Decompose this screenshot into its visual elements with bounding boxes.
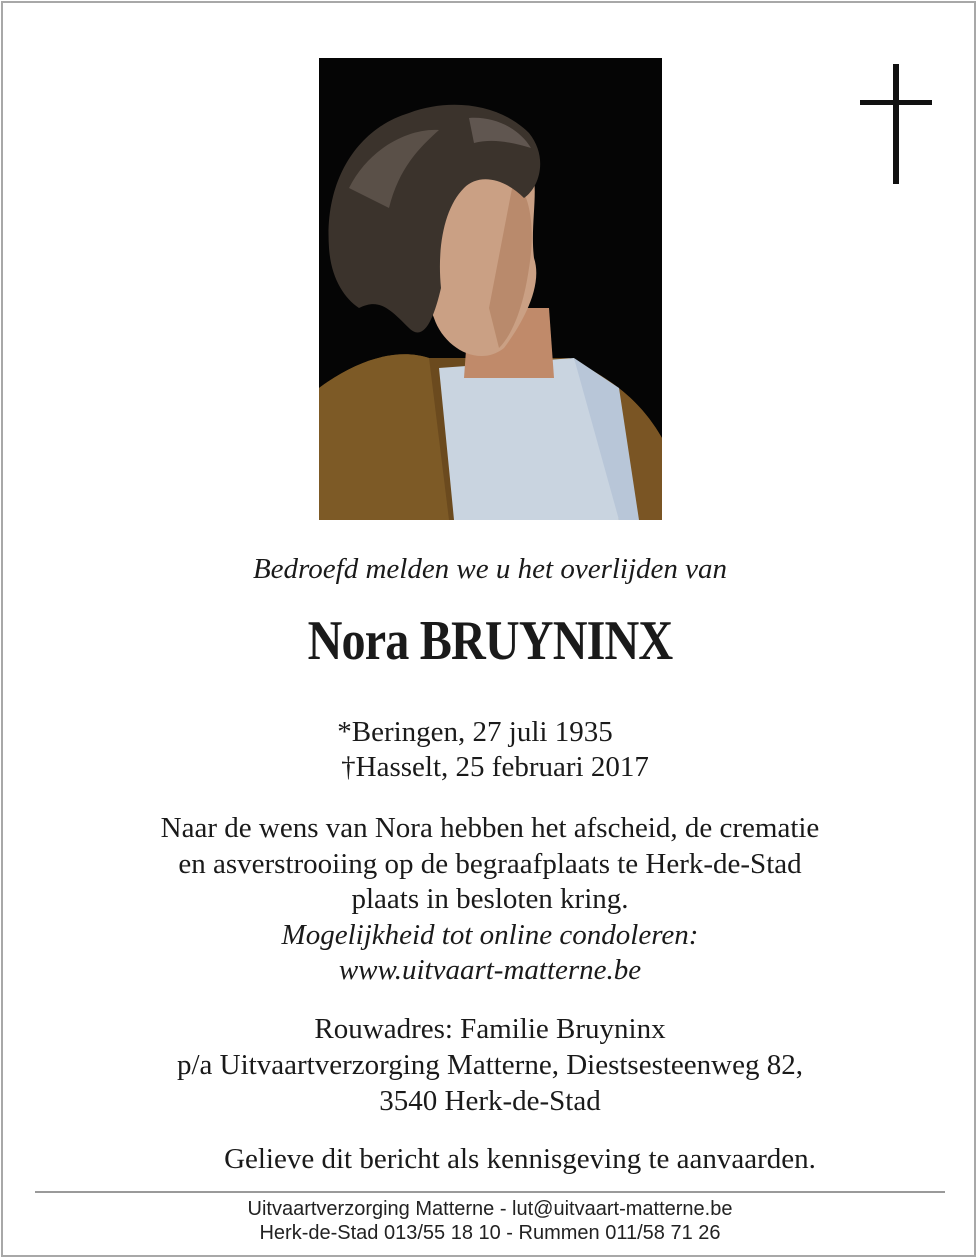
footer <box>0 1197 980 1245</box>
message-line: plaats in besloten kring. <box>351 883 629 915</box>
online-condolence-label: Mogelijkheid tot online condoleren: <box>281 918 699 951</box>
announcement-intro: Bedroefd melden we u het overlijden van <box>252 553 728 585</box>
address-line: p/a Uitvaartverzorging Matterne, Diestsesteenweg 82, <box>177 1049 803 1081</box>
notice-text: Gelieve dit bericht als kennisgeving te aanvaarden. <box>224 1143 816 1175</box>
latin-cross-icon <box>860 64 932 184</box>
address-line: 3540 Herk-de-Stad <box>379 1085 601 1117</box>
footer-divider <box>35 1191 945 1193</box>
online-condolence-url[interactable]: www.uitvaart-matterne.be <box>338 954 642 986</box>
message-line: Naar de wens van Nora hebben het afscheid, de crematie <box>160 812 820 844</box>
birth-info: *Beringen, 27 juli 1935 <box>337 716 613 748</box>
cross-horizontal-bar <box>860 100 932 105</box>
footer-contact-line: Uitvaartverzorging Matterne - lut@uitvaart-matterne.be <box>247 1198 733 1220</box>
cross-vertical-bar <box>893 64 899 184</box>
death-info: †Hasselt, 25 februari 2017 <box>341 751 649 783</box>
funeral-message <box>0 811 980 989</box>
footer-phone-line: Herk-de-Stad 013/55 18 10 - Rummen 011/58 71 26 <box>259 1222 721 1244</box>
deceased-name: Nora BRUYNINX <box>307 610 673 672</box>
portrait-photo <box>319 58 662 520</box>
mourning-address <box>0 1011 980 1119</box>
message-line: en asverstrooiing op de begraafplaats te Herk-de-Stad <box>178 847 802 880</box>
address-line: Rouwadres: Familie Bruyninx <box>314 1013 666 1045</box>
